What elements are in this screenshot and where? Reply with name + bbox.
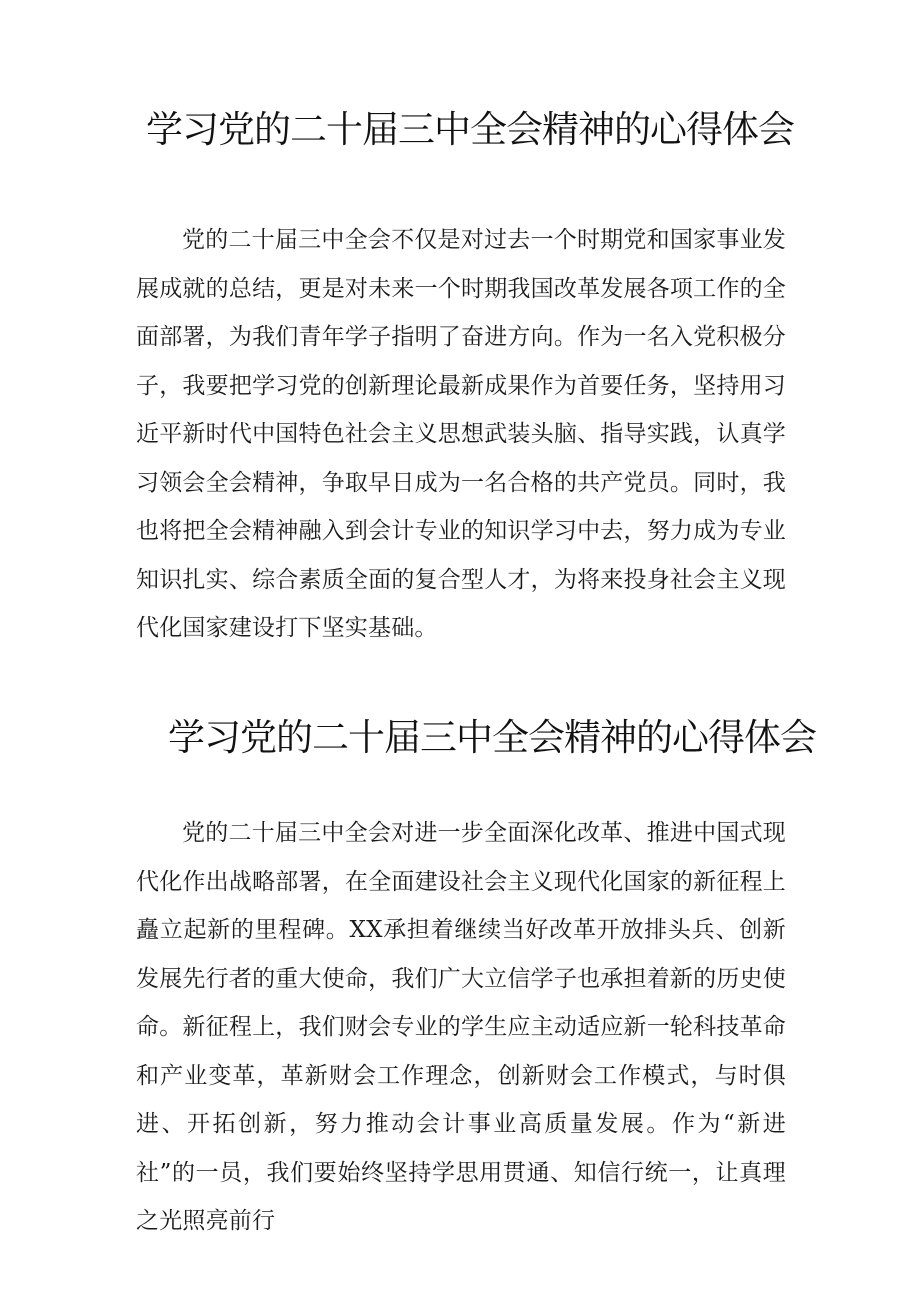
section-2-paragraph: 党的二十届三中全会对进一步全面深化改革、推进中国式现代化作出战略部署，在全面建设社会主义现代化国家的新征程上矗立起新的里程碑。XX承担着继续当好改革开放排头兵、创新发展先行者的重大使命，我们广大立信学子也承担着新的历史使命。新征程上，我们财会专业的学生应主动适应新一轮科技革命和产业变革，革新财会工作理念，创新财会工作模式，与时俱进、开拓创新，努力推动会计事业高质量发展。作为“新进社”的一员，我们要始终坚持学思用贯通、知信行统一，让真理之光照亮前行 (136, 820, 786, 1234)
section-1-title: 学习党的二十届三中全会精神的心得体会 (146, 108, 794, 151)
section-2-title: 学习党的二十届三中全会精神的心得体会 (168, 716, 816, 759)
section-1-paragraph: 党的二十届三中全会不仅是对过去一个时期党和国家事业发展成就的总结，更是对未来一个时期我国改革发展各项工作的全面部署，为我们青年学子指明了奋进方向。作为一名入党积极分子，我要把学习党的创新理论最新成果作为首要任务，坚持用习近平新时代中国特色社会主义思想武装头脑、指导实践，认真学习领会全会精神，争取早日成为一名合格的共产党员。同时，我也将把全会精神融入到会计专业的知识学习中去，努力成为专业知识扎实、综合素质全面的复合型人才，为将来投身社会主义现代化国家建设打下坚实基础。 (136, 227, 786, 641)
